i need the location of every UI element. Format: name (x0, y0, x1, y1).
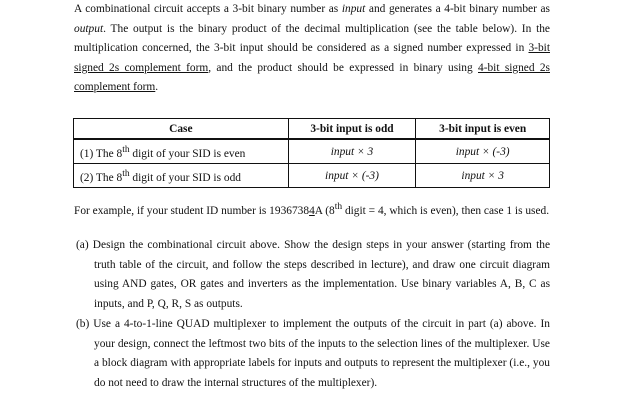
intro-output-term: output (74, 22, 104, 35)
table-row (74, 163, 550, 187)
case-cell: (1) The 8th digit of your SID is even (74, 139, 289, 163)
header-odd: 3-bit input is odd (288, 119, 416, 140)
odd-cell: input × 3 (288, 139, 416, 163)
intro-text-1: A combinational circuit accepts a 3-bit binary number as (74, 3, 342, 15)
odd-cell: input × (-3) (288, 163, 416, 187)
table-header-row (74, 119, 550, 140)
intro-4bit-form-underlined: 4-bit signed 2s complement form (74, 61, 550, 94)
intro-text-4: , and the product should be expressed in binary using (208, 61, 478, 74)
intro-paragraph (74, 0, 550, 98)
case-table (73, 118, 550, 188)
intro-text-5: . (155, 81, 159, 94)
question-part-a: (a) Design the combinational circuit above. Show the design steps in your answer (starting from the truth table of the circuit, and follow the steps described in lecture), and draw one circuit diagram using AND gates, OR gates and inverters as the implementation. Use binary variables A, B, C as inputs, and P, Q, R, S as outputs. (76, 239, 550, 310)
intro-text-3: . The output is the binary product of the decimal multiplication (see the table below). In the multiplication concerned, the 3-bit input should be considered as a signed number expressed in (74, 22, 550, 55)
even-cell: input × 3 (416, 163, 550, 187)
example-8th-digit: 4 (309, 204, 315, 217)
table-row (74, 139, 550, 163)
intro-3bit-form-underlined: 3-bit signed 2s complement form (74, 42, 550, 74)
question-part-b: (b) Use a 4-to-1-line QUAD multiplexer to implement the outputs of the circuit in part (a) above. In your design, connect the leftmost two bits of the inputs to the selection lines of the multiplexer. Use a block diagram with appropriate labels for inputs and outputs to represent the multiplexer (i.e., you do not need to draw the internal structures of the multiplexer). (76, 318, 550, 389)
header-even: 3-bit input is even (416, 119, 550, 140)
example-paragraph: For example, if your student ID number is 19367384A (8th digit = 4, which is even), then case 1 is used. (74, 202, 550, 217)
even-cell: input × (-3) (416, 139, 550, 163)
header-case: Case (74, 119, 289, 140)
case-cell: (2) The 8th digit of your SID is odd (74, 163, 289, 187)
intro-text-2: and generates a 4-bit binary number as (365, 3, 550, 15)
intro-input-term: input (341, 3, 366, 15)
